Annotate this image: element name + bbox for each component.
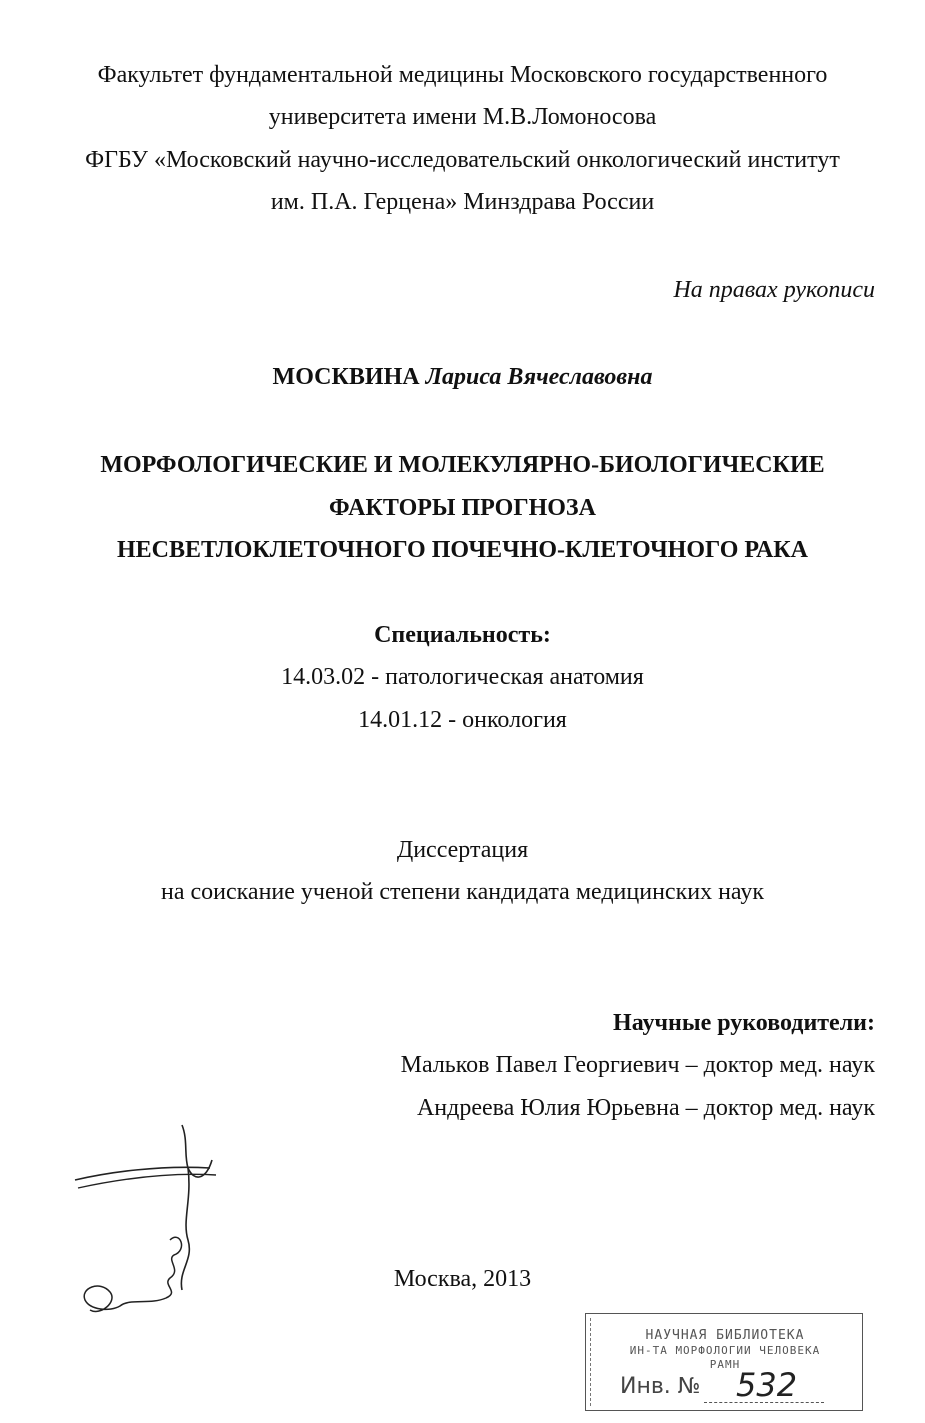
specialty-item: 14.01.12 - онкология	[358, 707, 567, 733]
stamp-line-2: ИН-ТА МОРФОЛОГИИ ЧЕЛОВЕКА	[629, 1344, 821, 1357]
specialty-heading: Специальность:	[374, 622, 551, 648]
manuscript-note: На правах рукописи	[673, 277, 875, 303]
degree-line: на соискание ученой степени кандидата медицинских наук	[160, 879, 765, 905]
stamp-inventory-label: Инв. №	[620, 1374, 701, 1399]
library-stamp	[585, 1313, 863, 1411]
stamp-line-3: РАМН	[709, 1358, 741, 1371]
supervisor-item: Мальков Павел Георгиевич – доктор мед. наук	[400, 1052, 875, 1078]
supervisor-item: Андреева Юлия Юрьевна – доктор мед. наук	[416, 1095, 875, 1121]
author-given-names: Лариса Вячеславовна	[425, 364, 653, 390]
place-and-year: Москва, 2013	[393, 1266, 532, 1292]
institution-line-2: университета имени М.В.Ломоносова	[268, 104, 657, 130]
dissertation-title-line-1: МОРФОЛОГИЧЕСКИЕ И МОЛЕКУЛЯРНО-БИОЛОГИЧЕСКИЕ	[100, 452, 825, 478]
institution-line-1: Факультет фундаментальной медицины Московского государственного	[97, 62, 828, 88]
dissertation-title-line-3: НЕСВЕТЛОКЛЕТОЧНОГО ПОЧЕЧНО-КЛЕТОЧНОГО РАКА	[116, 537, 809, 563]
dissertation-title-line-2: ФАКТОРЫ ПРОГНОЗА	[329, 495, 596, 521]
institution-line-4: им. П.А. Герцена» Минздрава России	[270, 189, 655, 215]
stamp-inventory-number: 532	[736, 1366, 798, 1404]
stamp-line-1: НАУЧНАЯ БИБЛИОТЕКА	[645, 1328, 805, 1343]
author-surname: МОСКВИНА	[272, 364, 420, 390]
supervisors-heading: Научные руководители:	[613, 1010, 875, 1036]
author-name	[0, 362, 925, 392]
dissertation-label: Диссертация	[396, 837, 529, 863]
institution-line-3: ФГБУ «Московский научно-исследовательский онкологический институт	[85, 147, 840, 173]
specialty-item: 14.03.02 - патологическая анатомия	[281, 664, 644, 690]
